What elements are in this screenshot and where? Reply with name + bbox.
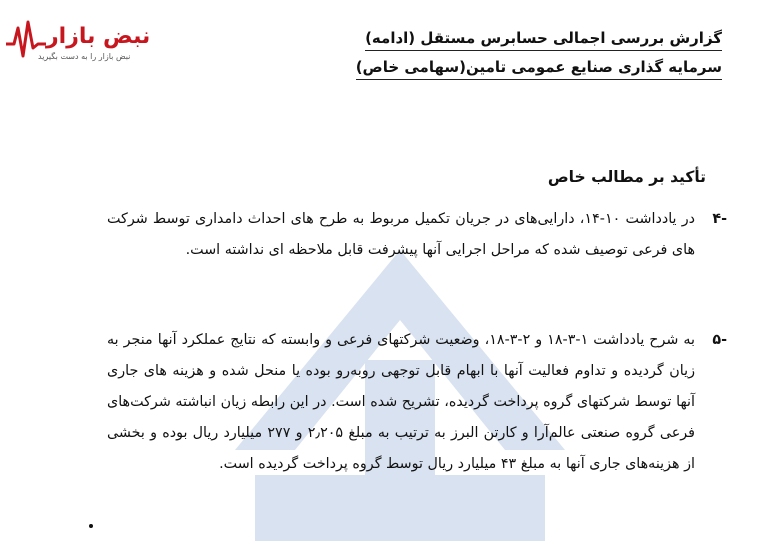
section-title: تأکید بر مطالب خاص	[547, 168, 706, 186]
paragraph-number: -۵	[712, 332, 727, 348]
paragraph-text: در یادداشت ۱۰-۱۴، دارایی‌های در جریان تکمیل مربوط به طرح های احداث دامداری توسط شرکت های فرعی توصیف شده که مراحل اجرایی آنها پیشرفت قابل ملاحظه ای نداشته است.	[107, 211, 695, 258]
paragraph-number: -۴	[712, 211, 727, 227]
logo-tagline: نبض بازار را به دست بگیرید	[38, 52, 131, 61]
report-header	[356, 28, 722, 86]
logo-name: نبض بازار	[46, 24, 151, 49]
paragraph-text: به شرح یادداشت ۱-۳-۱۸ و ۲-۳-۱۸، وضعیت شرکتهای فرعی و وابسته که نتایج عملکرد آنها منجر به زیان گردیده و تداوم فعالیت آنها با ابهام قابل توجهی روبه‌رو بوده یا منحل شده و هزینه های جاری آنها توسط شرکتهای گروه پرداخت گردیده، تشریح شده است. در این رابطه زیان انباشته شرکت‌های فرعی گروه صنعتی عالم‌آرا و کارتن البرز به ترتیب به مبلغ ۲٫۲۰۵ و ۲۷۷ میلیارد ریال بوده و بخشی از هزینه‌های جاری آنها به مبلغ ۴۳ میلیارد ریال توسط گروه پرداخت گردیده است.	[107, 332, 696, 472]
company-name: سرمایه گذاری صنایع عمومی تامین(سهامی خاص)	[356, 57, 722, 80]
paragraph-5	[107, 325, 727, 480]
report-title: گزارش بررسی اجمالی حسابرس مستقل (ادامه)	[365, 28, 722, 51]
bullet-dot	[89, 524, 93, 528]
pulse-logo-icon	[6, 18, 146, 64]
paragraph-4	[107, 204, 727, 266]
